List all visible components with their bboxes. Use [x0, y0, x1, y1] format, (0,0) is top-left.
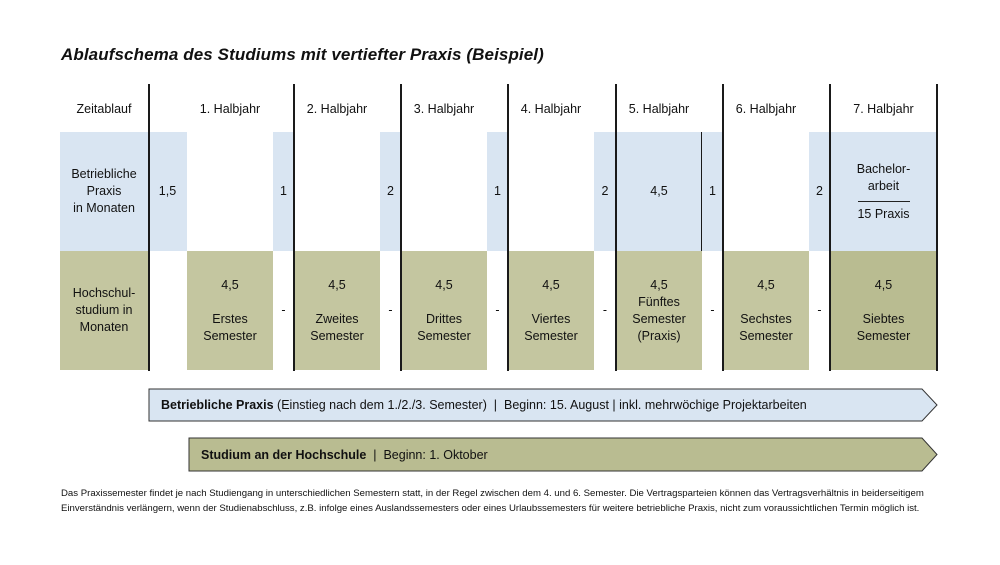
header-zeitablauf: Zeitablauf — [76, 101, 132, 116]
column-divider — [722, 84, 724, 371]
column-divider — [615, 84, 617, 371]
semester-2: 4,5 Zweites Semester — [294, 251, 380, 370]
header-halbjahr-4: 4. Halbjahr — [520, 101, 582, 116]
footnote: Das Praxissemester findet je nach Studiengang in unterschiedlichen Semestern statt, in der Regel zwischen dem 4. und 6. Semester. Die Vertragsparteien können das Vertragsverhältnis in beiderseitigem Einverständnis verlängern, wenn der Studienabschluss, z.B. infolge eines Auslandssemesters oder eines Urlaubssemesters für weitere betriebliche Praxis, nicht zum voraussichtlichen Termin möglich ist. — [61, 488, 924, 514]
praxis-between-4: 2 — [594, 132, 616, 251]
studium-gap-dash: - — [602, 303, 608, 317]
column-divider — [400, 84, 402, 371]
column-divider — [936, 84, 938, 371]
diagram-title: Ablaufschema des Studiums mit vertiefter Praxis (Beispiel) — [61, 45, 544, 64]
semester-6: 4,5 Sechstes Semester — [723, 251, 809, 370]
semester-5: 4,5 Fünftes Semester (Praxis) — [616, 251, 702, 370]
fraction-bar — [858, 201, 910, 202]
header-halbjahr-3: 3. Halbjahr — [413, 101, 475, 116]
header-halbjahr-6: 6. Halbjahr — [735, 101, 797, 116]
praxis-between-2: 2 — [380, 132, 401, 251]
praxis-halbjahr-5: 4,5 — [616, 132, 702, 251]
praxis-row-label: Betriebliche Praxis in Monaten — [60, 132, 148, 251]
semester-1: 4,5 Erstes Semester — [187, 251, 273, 370]
studium-gap-dash: - — [388, 303, 393, 317]
praxis-start-months: 1,5 — [148, 132, 187, 251]
header-halbjahr-7: 7. Halbjahr — [853, 101, 914, 116]
praxis-inner-divider — [701, 132, 702, 251]
column-divider — [507, 84, 509, 371]
header-halbjahr-1: 1. Halbjahr — [199, 101, 261, 116]
studium-row-label: Hochschul- studium in Monaten — [60, 251, 148, 370]
praxis-between-6: 2 — [809, 132, 830, 251]
studium-arrow-label: Studium an der Hochschule | Beginn: 1. Oktober — [201, 448, 488, 462]
praxis-arrow-label: Betriebliche Praxis (Einstieg nach dem 1./2./3. Semester) | Beginn: 15. August | inkl. mehrwöchige Projektarbeiten — [161, 398, 807, 412]
semester-7: 4,5 Siebtes Semester — [830, 251, 937, 370]
praxis-between-5: 1 — [702, 132, 723, 251]
header-halbjahr-2: 2. Halbjahr — [306, 101, 368, 116]
column-divider — [148, 84, 150, 371]
semester-3: 4,5 Drittes Semester — [401, 251, 487, 370]
semester-4: 4,5 Viertes Semester — [508, 251, 594, 370]
column-divider — [293, 84, 295, 371]
header-halbjahr-5: 5. Halbjahr — [628, 101, 690, 116]
praxis-between-1: 1 — [273, 132, 294, 251]
studium-gap-dash: - — [495, 303, 500, 317]
praxis-between-3: 1 — [487, 132, 508, 251]
praxis-bachelor: Bachelor- arbeit 15 Praxis — [830, 132, 937, 251]
studium-gap-dash: - — [710, 303, 715, 317]
studium-gap-dash: - — [281, 303, 286, 317]
studium-gap-dash: - — [817, 303, 822, 317]
column-divider — [829, 84, 831, 371]
